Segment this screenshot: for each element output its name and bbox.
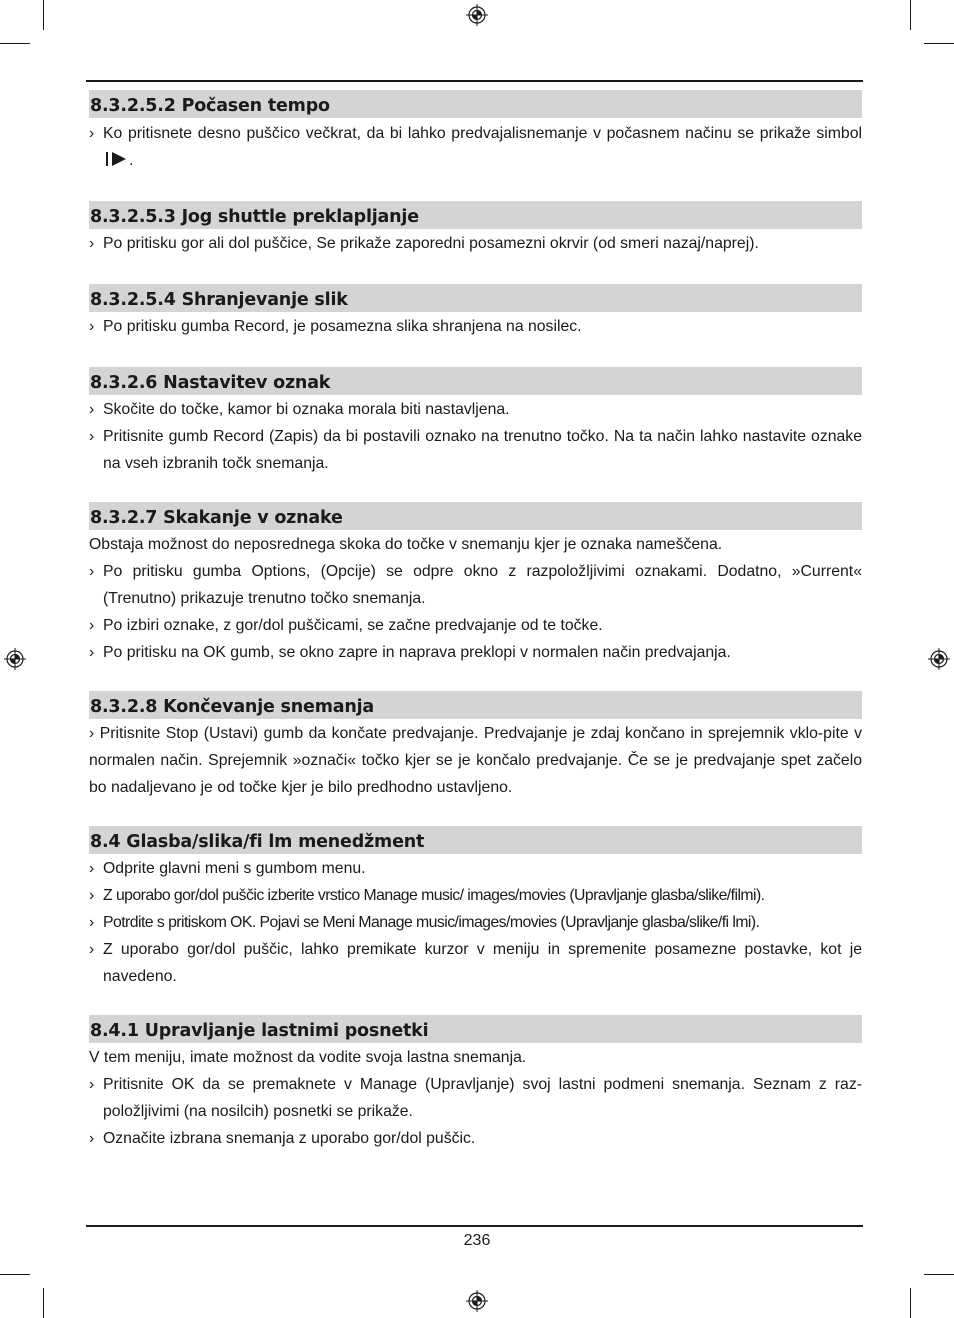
list-item: › Odprite glavni meni s gumbom menu. <box>89 855 862 882</box>
list-item: › Pritisnite OK da se premaknete v Manage (Upravljanje) svoj lastni podmeni snemanja. Seznam z raz-položljivimi (na nosilcih) posnetki se prikaže. <box>89 1071 862 1125</box>
footer-rule <box>86 1225 863 1227</box>
section-heading: 8.3.2.5.3 Jog shuttle preklapljanje <box>89 201 862 229</box>
crop-mark <box>0 1274 30 1275</box>
list-item: › Potrdite s pritiskom OK. Pojavi se Meni Manage music/images/movies (Upravljanje glasba/slike/fi lmi). <box>89 909 862 936</box>
section-heading: 8.3.2.5.2 Počasen tempo <box>89 90 862 118</box>
crop-mark <box>910 0 911 30</box>
section-set-marks <box>89 367 862 477</box>
section-heading: 8.3.2.5.4 Shranjevanje slik <box>89 284 862 312</box>
header-rule <box>86 80 863 82</box>
crop-mark <box>43 1288 44 1318</box>
page-number: 236 <box>463 1232 491 1249</box>
paragraph: › Pritisnite Stop (Ustavi) gumb da končate predvajanje. Predvajanje je zdaj končano in sprejemnik vklo-pite v normalen način. Sprejemnik »označi« točko kjer se je končalo predvajanje. Če se je predvajanje spet začelo bo nadaljevano je od točke kjer je bilo predhodno ustavljeno. <box>89 725 862 796</box>
paragraph: Obstaja možnost do neposrednega skoka do točke v snemanju kjer je oznaka nameščena. <box>89 536 723 553</box>
list-item: › Označite izbrana snemanja z uporabo gor/dol puščic. <box>89 1125 862 1152</box>
section-slow-tempo <box>89 90 862 174</box>
list-item: › Po pritisku na OK gumb, se okno zapre in naprava preklopi v normalen način predvajanja. <box>89 639 862 666</box>
list-item: › Skočite do točke, kamor bi oznaka morala biti nastavljena. <box>89 396 862 423</box>
list-item-text: . <box>129 152 134 169</box>
crop-mark <box>910 1288 911 1318</box>
crop-mark <box>924 43 954 44</box>
section-heading: 8.3.2.8 Končevanje snemanja <box>89 691 862 719</box>
registration-mark-icon <box>466 4 488 26</box>
crop-mark <box>0 43 30 44</box>
slow-play-icon <box>105 151 127 167</box>
list-item: › Po pritisku gumba Record, je posamezna slika shranjena na nosilec. <box>89 313 862 340</box>
page-content <box>89 90 862 1152</box>
list-item: › Z uporabo gor/dol puščic, lahko premikate kurzor v meniju in spremenite posamezne postavke, kot je navedeno. <box>89 936 862 990</box>
crop-mark <box>43 0 44 30</box>
list-item: › Po izbiri oznake, z gor/dol puščicami, se začne predvajanje od te točke. <box>89 612 862 639</box>
section-heading: 8.3.2.7 Skakanje v oznake <box>89 502 862 530</box>
section-jog-shuttle <box>89 201 862 257</box>
section-jump-marks <box>89 502 862 666</box>
list-item: › Z uporabo gor/dol puščic izberite vrstico Manage music/ images/movies (Upravljanje glasba/slike/filmi). <box>89 882 862 909</box>
list-item-text: Ko pritisnete desno puščico večkrat, da bi lahko predvajalisnemanje v počasnem načinu se prikaže simbol <box>103 125 862 142</box>
section-end-recording <box>89 691 862 801</box>
paragraph: V tem meniju, imate možnost da vodite svoja lastna snemanja. <box>89 1049 527 1066</box>
section-heading: 8.4 Glasba/slika/fi lm menedžment <box>89 826 862 854</box>
list-item: › Pritisnite gumb Record (Zapis) da bi postavili oznako na trenutno točko. Na ta način lahko nastavite oznake na vseh izbranih točk snemanja. <box>89 423 862 477</box>
registration-mark-icon <box>4 648 26 670</box>
section-heading: 8.3.2.6 Nastavitev oznak <box>89 367 862 395</box>
registration-mark-icon <box>466 1290 488 1312</box>
list-item: › Po pritisku gumba Options, (Opcije) se odpre okno z razpoložljivimi oznakami. Dodatno, »Current« (Trenutno) prikazuje trenutno točko snemanja. <box>89 558 862 612</box>
registration-mark-icon <box>928 648 950 670</box>
list-item: › Po pritisku gor ali dol puščice, Se prikaže zaporedni posamezni okrvir (od smeri nazaj/naprej). <box>89 230 862 257</box>
section-own-recordings <box>89 1015 862 1152</box>
section-save-images <box>89 284 862 340</box>
section-heading: 8.4.1 Upravljanje lastnimi posnetki <box>89 1015 862 1043</box>
list-item <box>89 120 862 174</box>
crop-mark <box>924 1274 954 1275</box>
section-media-management <box>89 826 862 990</box>
